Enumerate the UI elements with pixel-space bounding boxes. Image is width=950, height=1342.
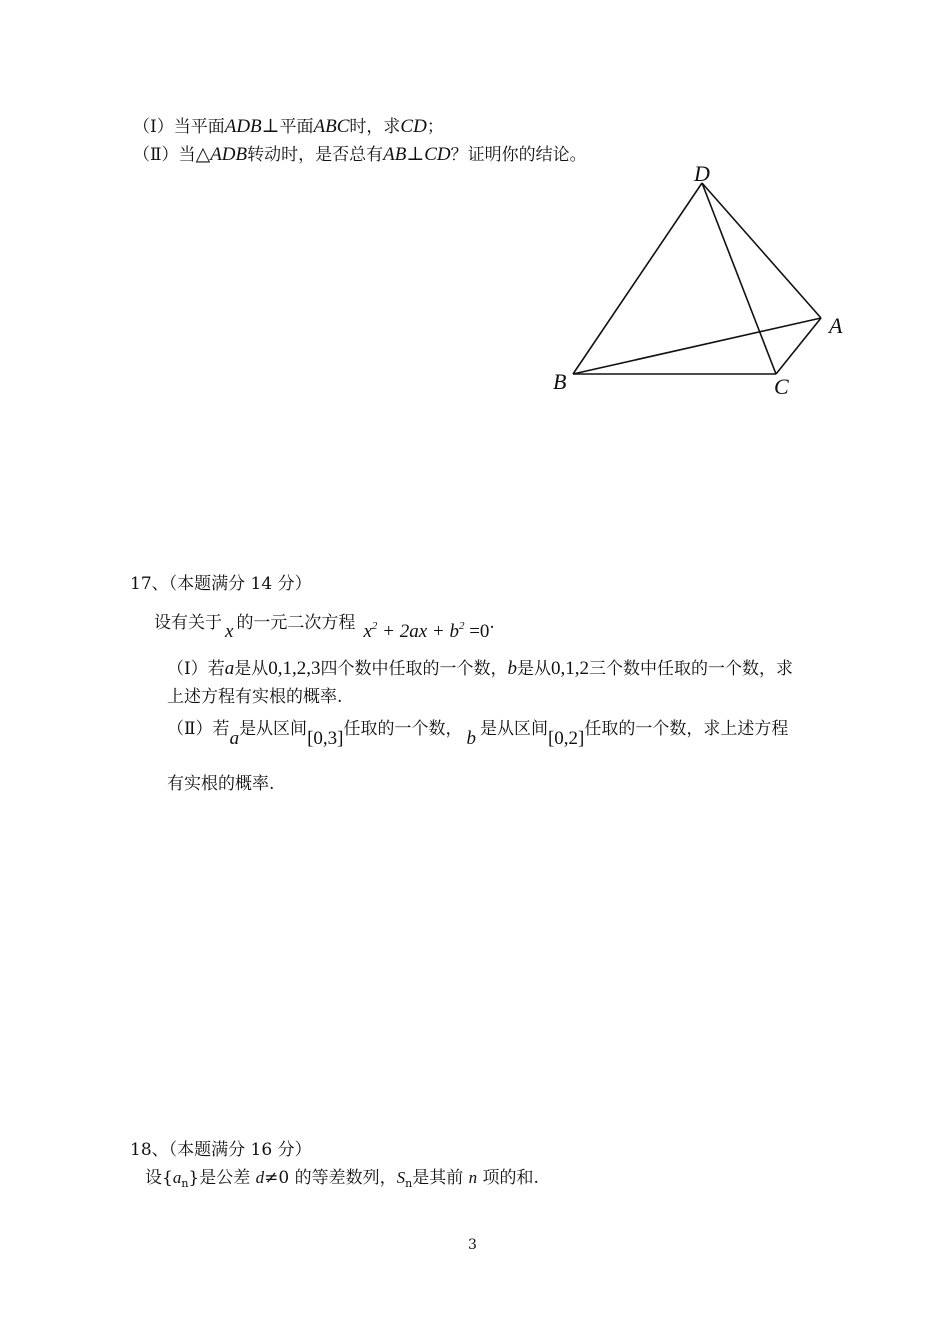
q16-part1: （Ⅰ）当平面ADB⊥平面ABC时，求CD； (133, 116, 444, 137)
edge-dc (702, 183, 776, 374)
q17-part1-line1: （Ⅰ）若a是从0,1,2,3四个数中任取的一个数，b是从0,1,2三个数中任取的一个数，求 (167, 658, 793, 679)
q17-intro: 设有关于 x 的一元二次方程 $x^2 + 2ax + b^2 =0$. (154, 613, 495, 642)
q17-part2-line2: 有实根的概率. (167, 774, 275, 794)
edge-db (573, 183, 702, 374)
vertex-label-c: C (774, 374, 789, 399)
vertex-label-d: D (694, 161, 710, 186)
vertex-label-b: B (553, 369, 567, 394)
q18-statement: 设$\{a_n\}$是公差 d≠0 的等差数列，$S_n$是其前 n 项的和. (145, 1168, 539, 1190)
q17-part2-line1: （Ⅱ）若a是从区间[0,3]任取的一个数， b 是从区间[0,2]任取的一个数，求上述方程 (167, 719, 789, 749)
q18-heading: 18、（本题满分 16 分） (130, 1140, 312, 1160)
edge-ca (776, 318, 821, 374)
vertex-label-a: A (829, 313, 843, 338)
q16-part2: （Ⅱ）当△ADB转动时，是否总有AB⊥CD？证明你的结论。 (133, 144, 587, 165)
page-number: 3 (468, 1237, 477, 1253)
q17-part1-line2: 上述方程有实根的概率. (167, 687, 343, 707)
q16-part1-marker: （Ⅰ） (133, 117, 174, 137)
edge-ba (573, 318, 821, 374)
equation: $x^2 + 2ax + b^2 =0$ (363, 620, 490, 642)
edge-da (702, 183, 821, 318)
q16-part2-marker: （Ⅱ） (133, 145, 179, 165)
q17-heading: 17、（本题满分 14 分） (130, 574, 312, 594)
